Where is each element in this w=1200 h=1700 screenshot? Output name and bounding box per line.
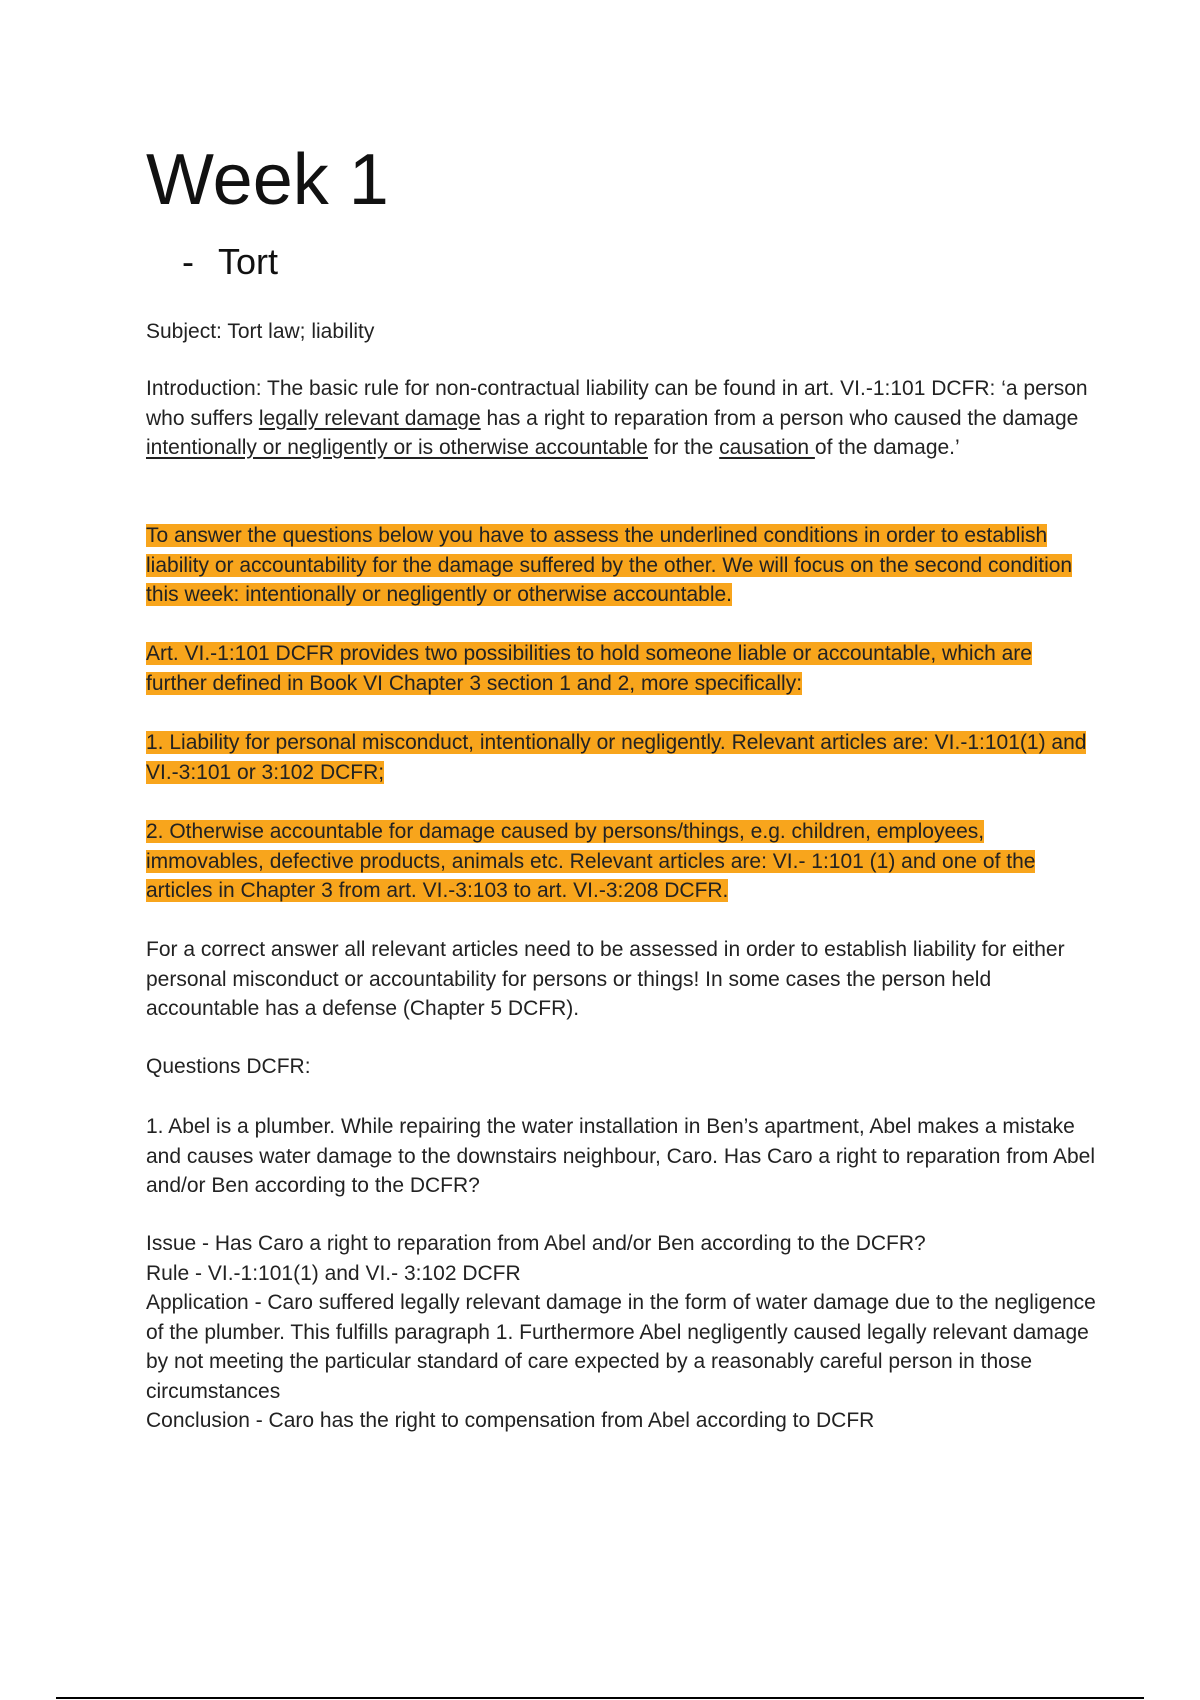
highlighted-paragraph-assess-conditions — [146, 521, 1096, 610]
intro-underline-legally-relevant-damage: legally relevant damage — [258, 406, 481, 430]
questions-heading: Questions DCFR: — [146, 1055, 311, 1078]
highlight-text-1: To answer the questions below you have to assess the underlined conditions in order to establish liability or accountability for the damage suffered by the other. We will focus on the second condition this week: intentionally or negligently or otherwise accountable. — [146, 524, 1073, 606]
irac-application: Application - Caro suffered legally relevant damage in the form of water damage due to the negligence of the plumber. This fulfills paragraph 1. Furthermore Abel negligently caused legally relevant damage by not meeting the particular standard of care expected by a reasonably careful person in those circumstances — [146, 1291, 1096, 1403]
irac-rule: Rule - VI.-1:101(1) and VI.- 3:102 DCFR — [146, 1261, 521, 1285]
correct-answer-note: For a correct answer all relevant articles need to be assessed in order to establish liability for either personal misconduct or accountability for persons or things! In some cases the person held accountable has a defense (Chapter 5 DCFR). — [146, 938, 1065, 1020]
irac-answer — [146, 1229, 1096, 1436]
intro-underline-causation: causation — [719, 436, 815, 459]
intro-text-2: has a right to reparation from a person who caused the damage — [480, 406, 1079, 430]
subtitle-text: Tort — [218, 241, 279, 282]
introduction-paragraph — [146, 374, 1096, 463]
intro-text-1: Introduction: The basic rule for non-contractual liability can be found in art. VI.-1:101 DCFR: ‘a person who suffers — [146, 377, 1088, 430]
highlighted-paragraph-otherwise-accountable — [146, 817, 1096, 906]
subtitle-dash: - — [182, 241, 194, 282]
subject-line: Subject: Tort law; liability — [146, 320, 375, 343]
page-bottom-rule — [56, 1697, 1144, 1699]
irac-conclusion: Conclusion - Caro has the right to compensation from Abel according to DCFR — [146, 1409, 875, 1432]
question-1: 1. Abel is a plumber. While repairing the water installation in Ben’s apartment, Abel makes a mistake and causes water damage to the downstairs neighbour, Caro. Has Caro a right to reparation from Abel and/or Ben according to the DCFR? — [146, 1115, 1096, 1197]
page-title: Week 1 — [146, 140, 389, 220]
highlight-text-3: 1. Liability for personal misconduct, intentionally or negligently. Relevant articles are: VI.-1:101(1) and VI.-3:101 or 3:102 DCFR; — [146, 731, 1087, 784]
highlight-text-4: 2. Otherwise accountable for damage caused by persons/things, e.g. children, employees, immovables, defective products, animals etc. Relevant articles are: VI.- 1:101 (1) and one of the articles in Chapter 3 from art. VI.-3:103 to art. VI.-3:208 DCFR. — [146, 820, 1036, 902]
highlight-text-2: Art. VI.-1:101 DCFR provides two possibilities to hold someone liable or accountable, which are further defined in Book VI Chapter 3 section 1 and 2, more specifically: — [146, 642, 1032, 695]
subtitle — [182, 240, 278, 284]
highlighted-paragraph-two-possibilities — [146, 639, 1096, 698]
intro-text-4: of the damage.’ — [814, 436, 960, 459]
intro-text-3: for the — [647, 436, 720, 459]
highlighted-paragraph-personal-misconduct — [146, 728, 1096, 787]
intro-underline-intentionally-negligently: intentionally or negligently or is otherwise accountable — [146, 436, 648, 459]
irac-issue: Issue - Has Caro a right to reparation from Abel and/or Ben according to the DCFR? — [146, 1232, 926, 1255]
